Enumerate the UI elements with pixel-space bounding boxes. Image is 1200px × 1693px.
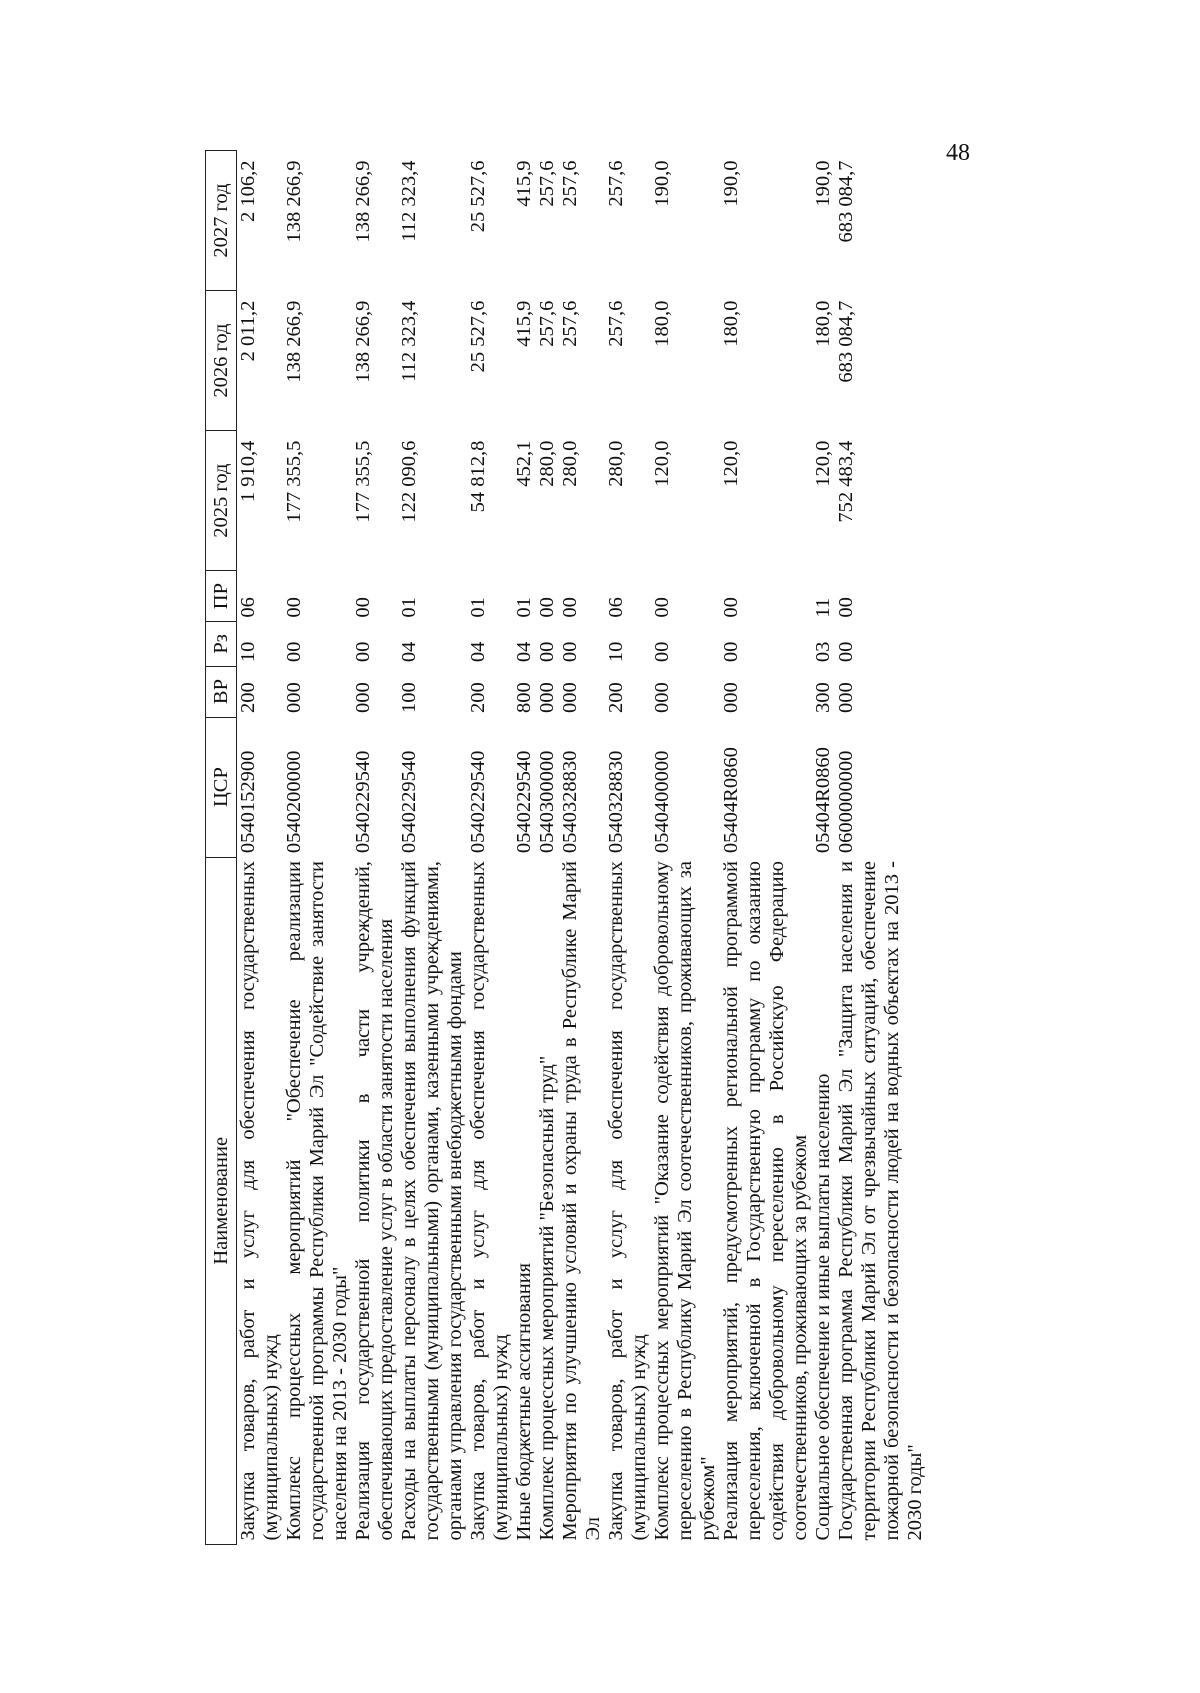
table-row [651,151,720,1545]
row-2027: 112 323,4 [398,160,420,242]
row-name: Комплекс процессных мероприятий "Безопасный труд" [536,1055,558,1541]
row-2026: 180,0 [651,300,673,347]
table-header-row [206,151,237,1545]
row-pr: 00 [536,597,558,618]
row-csr: 05404R0860 [720,747,742,854]
table-row [513,151,536,1545]
row-2027: 683 084,7 [835,160,857,243]
row-rz: 00 [352,641,374,663]
row-csr: 0540229540 [352,750,374,854]
row-vr: 200 [237,682,259,714]
table-row [398,151,467,1545]
row-2026: 683 084,7 [835,300,857,383]
row-2025: 177 355,5 [352,440,374,523]
row-2025: 280,0 [559,440,581,487]
row-vr: 000 [536,682,558,714]
row-vr: 200 [605,682,627,714]
row-rz: 04 [513,641,535,663]
row-vr: 100 [398,682,420,714]
row-pr: 00 [352,597,374,618]
row-pr: 00 [559,597,581,618]
row-2027: 190,0 [720,160,742,207]
table-row [812,151,835,1545]
row-2027: 2 106,2 [237,160,259,222]
row-2025: 1 910,4 [237,440,259,503]
row-2027: 138 266,9 [352,160,374,243]
row-csr: 0540152900 [237,750,259,854]
row-csr: 0540400000 [651,750,673,854]
row-csr: 0540328830 [605,750,627,854]
row-name: Комплекс процессных мероприятий "Оказание содействия добровольному переселению в Республику Марий Эл соотечественников, проживающих за рубежом" [651,861,719,1541]
table-row [559,151,605,1545]
row-vr: 000 [651,682,673,714]
row-2027: 138 266,9 [283,160,305,243]
row-2025: 452,1 [513,440,535,487]
row-csr: 05404R0860 [812,747,834,854]
table-row [536,151,559,1545]
row-vr: 000 [559,682,581,714]
row-rz: 00 [835,641,857,663]
row-2027: 257,6 [559,160,581,207]
table-row [720,151,812,1545]
row-pr: 06 [605,597,627,618]
row-2027: 190,0 [651,160,673,207]
row-rz: 04 [467,641,489,663]
row-2025: 54 812,8 [467,440,489,513]
row-name: Закупка товаров, работ и услуг для обеспечения государственных (муниципальных) нужд [467,861,512,1541]
row-2027: 25 527,6 [467,160,489,233]
row-2025: 120,0 [812,440,834,487]
row-rz: 00 [283,641,305,663]
row-vr: 300 [812,682,834,714]
row-pr: 06 [237,597,259,618]
row-name: Иные бюджетные ассигнования [513,1262,535,1541]
row-2026: 257,6 [559,300,581,347]
row-csr: 0540229540 [398,750,420,854]
row-rz: 00 [651,641,673,663]
row-2026: 138 266,9 [352,300,374,383]
row-name: Социальное обеспечение и иные выплаты населению [812,1073,834,1541]
row-vr: 000 [283,682,305,714]
row-pr: 01 [467,597,489,618]
rotated-table-container [205,150,1065,1545]
header-csr: ЦСР [206,717,237,857]
row-2027: 257,6 [536,160,558,207]
row-csr: 0540229540 [513,750,535,854]
table-row [352,151,398,1545]
row-rz: 10 [237,641,259,663]
row-2026: 2 011,2 [237,300,259,362]
table-row [835,151,927,1545]
page-number: 48 [946,140,970,166]
row-pr: 00 [283,597,305,618]
row-rz: 10 [605,641,627,663]
row-2025: 752 483,4 [835,440,857,523]
row-pr: 00 [835,597,857,618]
row-rz: 00 [559,641,581,663]
row-2027: 257,6 [605,160,627,207]
row-2025: 122 090,6 [398,440,420,523]
budget-table [205,150,927,1545]
row-vr: 000 [720,682,742,714]
row-2026: 112 323,4 [398,300,420,382]
row-name: Мероприятия по улучшению условий и охраны труда в Республике Марий Эл [559,861,604,1541]
row-2026: 180,0 [720,300,742,347]
row-name: Комплекс процессных мероприятий "Обеспечение реализации государственной программы Республики Марий Эл "Содействие занятости населения на 2013 - 2030 годы" [283,861,351,1541]
row-pr: 01 [398,597,420,618]
row-rz: 00 [720,641,742,663]
row-vr: 200 [467,682,489,714]
row-2026: 257,6 [536,300,558,347]
row-csr: 0540300000 [536,750,558,854]
row-2025: 120,0 [720,440,742,487]
row-2027: 190,0 [812,160,834,207]
row-name: Расходы на выплаты персоналу в целях обеспечения выполнения функций государственными (муниципальными) органами, казенными учреждениями, органами управления государственными внебюджетными фондами [398,861,466,1541]
row-name: Реализация государственной политики в части учреждений, обеспечивающих предоставление услуг в области занятости населения [352,861,397,1541]
row-2025: 280,0 [536,440,558,487]
row-2027: 415,9 [513,160,535,207]
header-name: Наименование [206,857,237,1544]
row-pr: 01 [513,597,535,618]
row-2026: 180,0 [812,300,834,347]
row-rz: 03 [812,641,834,663]
table-row [467,151,513,1545]
row-2025: 280,0 [605,440,627,487]
row-name: Закупка товаров, работ и услуг для обеспечения государственных (муниципальных) нужд [605,861,650,1541]
table-row [283,151,352,1545]
row-vr: 000 [352,682,374,714]
row-name: Государственная программа Республики Марий Эл "Защита населения и территории Республики Марий Эл от чрезвычайных ситуаций, обеспечение пожарной безопасности и безопасности людей на водных объектах на 2013 - 2030 годы" [835,861,926,1541]
table-row [605,151,651,1545]
row-vr: 000 [835,682,857,714]
table-row [237,151,284,1545]
header-pr: ПР [206,571,237,622]
row-pr: 11 [812,597,834,618]
header-2027: 2027 год [206,151,237,291]
row-name: Закупка товаров, работ и услуг для обеспечения государственных (муниципальных) нужд [237,861,282,1541]
header-vr: ВР [206,666,237,717]
row-pr: 00 [651,597,673,618]
row-rz: 04 [398,641,420,663]
row-csr: 0540328830 [559,750,581,854]
row-csr: 0540200000 [283,750,305,854]
header-2026: 2026 год [206,291,237,431]
row-2025: 120,0 [651,440,673,487]
row-rz: 00 [536,641,558,663]
header-rz: Рз [206,622,237,667]
row-vr: 800 [513,682,535,714]
row-pr: 00 [720,597,742,618]
row-csr: 0600000000 [835,750,857,854]
row-2026: 415,9 [513,300,535,347]
row-name: Реализация мероприятий, предусмотренных региональной программой переселения, включенной в Государственную программу по оказанию содействия добровольному переселению в Российскую Федерацию соотечественников, проживающих за рубежом [720,861,811,1541]
row-2026: 25 527,6 [467,300,489,373]
row-csr: 0540229540 [467,750,489,854]
header-2025: 2025 год [206,431,237,571]
row-2025: 177 355,5 [283,440,305,523]
row-2026: 257,6 [605,300,627,347]
row-2026: 138 266,9 [283,300,305,383]
